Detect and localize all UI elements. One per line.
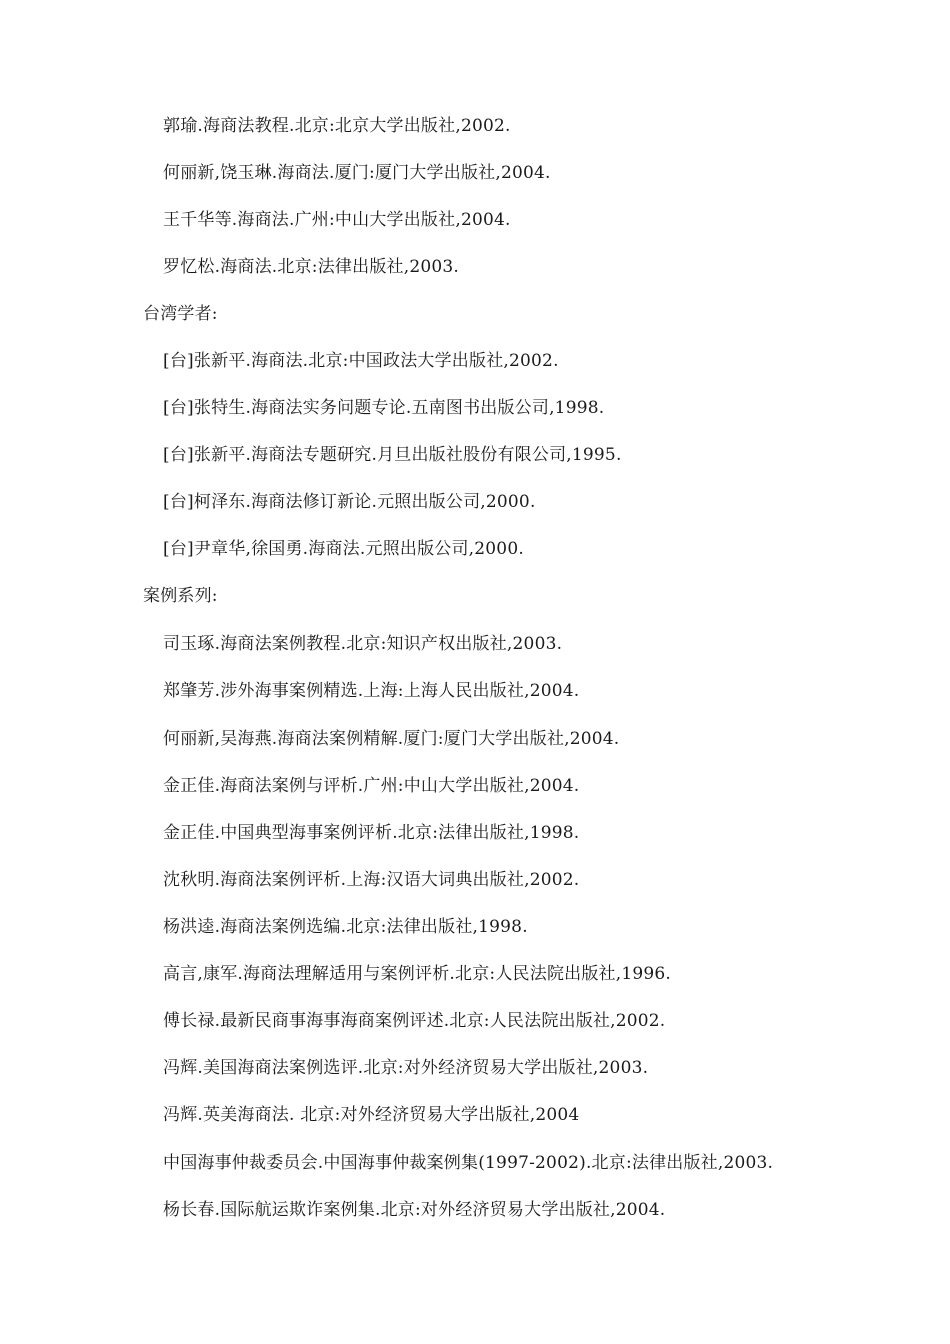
reference-entry: 高言,康军.海商法理解适用与案例评析.北京:人民法院出版社,1996. [163, 964, 672, 984]
reference-entry: 王千华等.海商法.广州:中山大学出版社,2004. [163, 210, 511, 230]
reference-entry: 杨洪逵.海商法案例选编.北京:法律出版社,1998. [163, 917, 528, 937]
reference-entry: 中国海事仲裁委员会.中国海事仲裁案例集(1997-2002).北京:法律出版社,2003. [163, 1153, 774, 1173]
reference-entry: 何丽新,饶玉琳.海商法.厦门:厦门大学出版社,2004. [163, 163, 551, 183]
reference-entry: 罗忆松.海商法.北京:法律出版社,2003. [163, 257, 460, 277]
section-heading-case-series: 案例系列: [143, 586, 218, 606]
section-heading-taiwan-scholars: 台湾学者: [143, 304, 218, 324]
reference-entry: 司玉琢.海商法案例教程.北京:知识产权出版社,2003. [163, 634, 563, 654]
reference-entry: 金正佳.中国典型海事案例评析.北京:法律出版社,1998. [163, 823, 580, 843]
reference-entry: 沈秋明.海商法案例评析.上海:汉语大词典出版社,2002. [163, 870, 580, 890]
reference-entry: [台]尹章华,徐国勇.海商法.元照出版公司,2000. [163, 539, 524, 559]
reference-entry: 傅长禄.最新民商事海事海商案例评述.北京:人民法院出版社,2002. [163, 1011, 666, 1031]
reference-entry: [台]张新平.海商法.北京:中国政法大学出版社,2002. [163, 351, 559, 371]
reference-entry: 杨长春.国际航运欺诈案例集.北京:对外经济贸易大学出版社,2004. [163, 1200, 666, 1220]
reference-entry: 冯辉.英美海商法. 北京:对外经济贸易大学出版社,2004 [163, 1105, 580, 1125]
reference-entry: 何丽新,吴海燕.海商法案例精解.厦门:厦门大学出版社,2004. [163, 729, 620, 749]
reference-entry: 冯辉.美国海商法案例选评.北京:对外经济贸易大学出版社,2003. [163, 1058, 649, 1078]
reference-entry: [台]张新平.海商法专题研究.月旦出版社股份有限公司,1995. [163, 445, 622, 465]
reference-entry: 郭瑜.海商法教程.北京:北京大学出版社,2002. [163, 116, 511, 136]
reference-entry: [台]柯泽东.海商法修订新论.元照出版公司,2000. [163, 492, 536, 512]
reference-entry: 郑肇芳.涉外海事案例精选.上海:上海人民出版社,2004. [163, 681, 580, 701]
reference-entry: 金正佳.海商法案例与评析.广州:中山大学出版社,2004. [163, 776, 580, 796]
reference-entry: [台]张特生.海商法实务问题专论.五南图书出版公司,1998. [163, 398, 605, 418]
